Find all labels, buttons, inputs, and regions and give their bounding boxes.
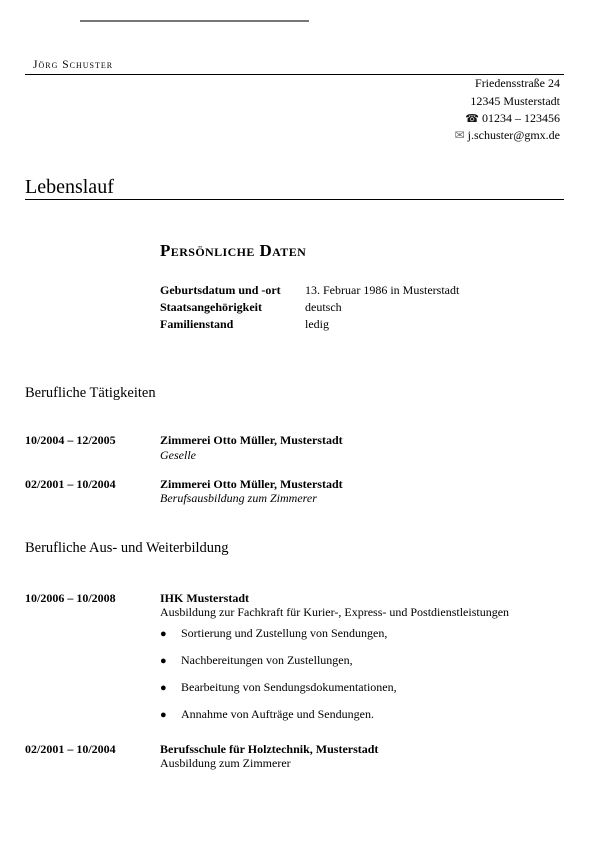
phone-number: 01234 – 123456 — [482, 111, 560, 125]
work-employer: Zimmerei Otto Müller, Musterstadt — [160, 477, 343, 491]
education-section-heading: Berufliche Aus- und Weiterbildung — [25, 540, 229, 556]
personal-label: Geburtsdatum und -ort — [160, 283, 281, 297]
personal-label: Staatsangehörigkeit — [160, 300, 262, 314]
envelope-icon: ✉ — [454, 128, 465, 142]
personal-data-heading: Persönliche Daten — [160, 241, 307, 260]
phone-line — [465, 110, 560, 127]
education-description: Ausbildung zum Zimmerer — [160, 756, 291, 770]
work-section-heading: Berufliche Tätigkeiten — [25, 385, 156, 401]
top-decorative-line — [80, 20, 309, 22]
phone-icon: ☎ — [465, 113, 479, 125]
personal-value: deutsch — [305, 300, 342, 314]
work-role: Berufsausbildung zum Zimmerer — [160, 491, 317, 505]
list-item: ● Nachbereitungen von Zustellungen, — [160, 653, 353, 667]
education-institution: Berufsschule für Holztechnik, Musterstadt — [160, 742, 379, 756]
personal-value: ledig — [305, 317, 329, 331]
personal-label: Familienstand — [160, 317, 234, 331]
title-rule — [25, 199, 564, 200]
email-line — [455, 127, 560, 143]
work-employer: Zimmerei Otto Müller, Musterstadt — [160, 433, 343, 447]
bullet-icon: ● — [160, 682, 167, 694]
work-role: Geselle — [160, 448, 196, 462]
work-date: 10/2004 – 12/2005 — [25, 433, 116, 447]
list-item: ● Sortierung und Zustellung von Sendungen, — [160, 626, 388, 640]
list-item: ● Annahme von Aufträge und Sendungen. — [160, 707, 374, 721]
personal-value: 13. Februar 1986 in Musterstadt — [305, 283, 460, 297]
address-street: Friedensstraße 24 — [475, 76, 560, 90]
education-description: Ausbildung zur Fachkraft für Kurier-, Express- und Postdienstleistungen — [160, 605, 510, 619]
bullet-icon: ● — [160, 655, 167, 667]
email-address[interactable]: j.schuster@gmx.de — [467, 128, 560, 142]
education-date: 02/2001 – 10/2004 — [25, 742, 116, 756]
applicant-name: Jörg Schuster — [33, 59, 114, 71]
bullet-icon: ● — [160, 709, 167, 721]
address-city: 12345 Musterstadt — [470, 94, 560, 108]
education-institution: IHK Musterstadt — [160, 591, 249, 605]
list-item: ● Bearbeitung von Sendungsdokumentationen, — [160, 680, 397, 694]
bullet-icon: ● — [160, 628, 167, 640]
work-date: 02/2001 – 10/2004 — [25, 477, 116, 491]
education-date: 10/2006 – 10/2008 — [25, 591, 116, 605]
document-title: Lebenslauf — [25, 176, 114, 198]
